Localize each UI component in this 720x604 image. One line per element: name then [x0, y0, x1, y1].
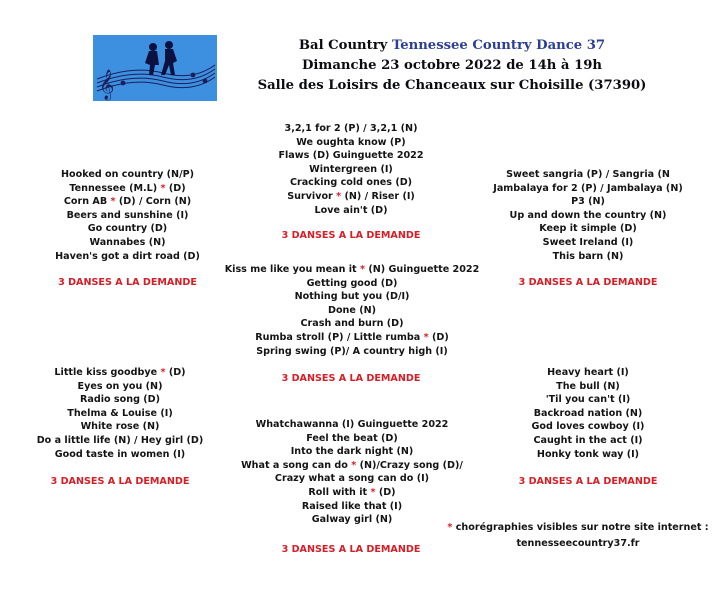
dance-entry — [10, 182, 245, 196]
dance-entry — [478, 250, 698, 264]
dance-entry-text: Up and down the country (N) — [509, 209, 667, 221]
dance-entry — [478, 366, 698, 380]
dance-entry — [226, 176, 476, 190]
asterisk-marker: * — [447, 522, 453, 533]
logo — [93, 35, 217, 101]
dance-entry — [210, 317, 494, 331]
dance-entry-text: (D) / Corn (N) — [115, 196, 192, 208]
dance-entry-text: (D) — [375, 486, 396, 498]
dance-entry-text: White rose (N) — [80, 421, 160, 433]
dance-entry — [218, 472, 486, 486]
dance-entry — [218, 486, 486, 500]
dance-entry — [478, 407, 698, 421]
dance-entry — [226, 122, 476, 136]
event-venue: Salle des Loisirs de Chanceaux sur Choisille (37390) — [257, 78, 647, 93]
dance-entry-text: What a song can do — [241, 459, 352, 471]
dance-entry — [210, 345, 494, 359]
dance-entry-text: P3 (N) — [571, 196, 605, 208]
dance-entry — [218, 459, 486, 473]
dance-entry-text: Crash and burn (D) — [300, 318, 404, 330]
dance-entry — [478, 393, 698, 407]
dance-entry — [210, 290, 494, 304]
dance-entry-text: Whatchawanna (I) Guinguette 2022 — [255, 419, 449, 430]
dance-entry-text: Beers and sunshine (I) — [66, 209, 189, 221]
dance-entry-text: We oughta know (P) — [296, 136, 406, 148]
dance-entry-text: Radio song (D) — [79, 394, 161, 406]
event-title — [232, 36, 672, 56]
dance-entry-text: (N)/Crazy song (D)/ — [356, 459, 463, 471]
dance-entry-text: Love ain't (D) — [314, 204, 388, 216]
request-label-right-top: 3 DANSES A LA DEMANDE — [518, 277, 658, 288]
dance-entry-text: Done (N) — [327, 304, 377, 316]
event-date: Dimanche 23 octobre 2022 de 14h à 19h — [301, 58, 603, 73]
dance-entry — [226, 136, 476, 150]
asterisk-marker: * — [336, 190, 342, 202]
dance-entry — [10, 366, 230, 380]
dance-entry — [218, 432, 486, 446]
dance-entry — [218, 500, 486, 514]
dance-entry-text: Crazy what a song can do (I) — [274, 473, 430, 485]
dance-entry-text: Corn AB — [63, 196, 111, 208]
dance-entry-text: 3,2,1 for 2 (P) / 3,2,1 (N) — [284, 123, 418, 134]
asterisk-marker: * — [370, 486, 376, 498]
dance-entry — [210, 304, 494, 318]
dance-entry — [478, 222, 698, 236]
dance-entry — [10, 434, 230, 448]
dance-entry-text: Tennessee (M.L) — [69, 182, 161, 194]
svg-text:𝄞: 𝄞 — [99, 70, 115, 100]
dance-entry — [10, 448, 230, 462]
dance-entry — [10, 250, 245, 264]
dance-entry-text: (D) — [428, 331, 449, 343]
dance-entry-text: The bull (N) — [556, 380, 620, 392]
dance-entry — [478, 168, 698, 182]
dance-entry-text: Flaws (D) Guinguette 2022 — [278, 150, 424, 162]
dance-entry-text: Sweet Ireland (I) — [542, 236, 634, 248]
dance-entry-text: Honky tonk way (I) — [536, 448, 640, 460]
website-note-line: chorégraphies visibles sur notre site internet : — [452, 522, 709, 533]
dance-entry-text: Survivor — [287, 190, 337, 202]
dance-entry-text: Roll with it — [308, 486, 371, 498]
dance-entry-text: Spring swing (P)/ A country high (I) — [256, 345, 448, 357]
asterisk-marker: * — [160, 367, 166, 378]
asterisk-marker: * — [423, 331, 429, 343]
dance-entry — [10, 168, 245, 182]
event-header — [232, 36, 672, 96]
dance-entry-text: Eyes on you (N) — [77, 380, 163, 392]
dance-entry-text: Do a little life (N) / Hey girl (D) — [36, 434, 204, 446]
dance-entry — [478, 236, 698, 250]
dance-entry-text: Little kiss goodbye — [54, 367, 161, 378]
dance-entry — [478, 380, 698, 394]
asterisk-marker: * — [160, 182, 166, 194]
dance-entry — [226, 163, 476, 177]
dance-list-left-top — [10, 168, 245, 263]
dance-entry-text: Go country (D) — [87, 223, 168, 235]
dance-entry-text: Wintergreen (I) — [309, 163, 393, 175]
dance-entry — [478, 434, 698, 448]
dance-entry-text: Galway girl (N) — [311, 514, 393, 526]
dance-entry-text: Raised like that (I) — [301, 500, 403, 512]
club-name: Tennessee Country Dance 37 — [391, 38, 606, 53]
dance-entry-text: Jambalaya for 2 (P) / Jambalaya (N) — [493, 182, 683, 194]
dance-entry-text: (N) / Riser (I) — [341, 190, 415, 202]
dance-entry-text: Sweet sangria (P) / Sangria (N — [506, 169, 670, 180]
dance-entry — [478, 209, 698, 223]
dance-entry-text: Backroad nation (N) — [533, 407, 643, 419]
request-label-left-bottom: 3 DANSES A LA DEMANDE — [50, 476, 190, 487]
dance-entry-text: This barn (N) — [552, 250, 624, 262]
dance-entry-text: Kiss me like you mean it — [224, 264, 360, 275]
dance-list-center-middle — [210, 263, 494, 358]
dance-entry — [226, 204, 476, 218]
dance-entry — [478, 182, 698, 196]
dance-entry — [218, 445, 486, 459]
dance-entry-text: Rumba stroll (P) / Little rumba — [255, 331, 424, 343]
dance-list-center-bottom — [218, 418, 486, 527]
dance-entry — [10, 222, 245, 236]
dance-entry-text: (D) — [165, 367, 186, 378]
dance-entry — [226, 149, 476, 163]
dance-entry-text: Into the dark night (N) — [290, 446, 414, 458]
request-label-center-middle: 3 DANSES A LA DEMANDE — [281, 373, 421, 384]
request-label-right-bottom: 3 DANSES A LA DEMANDE — [518, 476, 658, 487]
dance-entry-text: Nothing but you (D/I) — [294, 291, 410, 303]
dance-entry — [10, 407, 230, 421]
request-label-left-top: 3 DANSES A LA DEMANDE — [58, 277, 197, 288]
request-label-center-top: 3 DANSES A LA DEMANDE — [281, 230, 421, 241]
dance-list-left-bottom — [10, 366, 230, 461]
dance-list-right-top — [478, 168, 698, 263]
event-title-prefix: Bal Country — [298, 38, 392, 53]
dance-entry — [10, 393, 230, 407]
dance-entry-text: (D) — [165, 182, 186, 194]
dance-entry — [226, 190, 476, 204]
dance-entry-text: Hooked on country (N/P) — [61, 169, 194, 180]
dance-entry — [478, 448, 698, 462]
dance-entry — [210, 277, 494, 291]
dance-entry-text: Caught in the act (I) — [533, 434, 643, 446]
dance-entry-text: Good taste in women (I) — [54, 448, 186, 460]
request-label-center-bottom: 3 DANSES A LA DEMANDE — [281, 544, 421, 555]
asterisk-marker: * — [351, 459, 357, 471]
dance-entry-text: Feel the beat (D) — [306, 432, 398, 444]
dance-entry-text: (N) Guinguette 2022 — [365, 264, 480, 275]
dance-list-right-bottom — [478, 366, 698, 461]
dancers-logo-icon — [93, 35, 217, 101]
dance-list-center-top — [226, 122, 476, 217]
dance-entry — [210, 331, 494, 345]
dance-entry — [10, 209, 245, 223]
website-url: tennesseecountry37.fr — [516, 538, 640, 549]
dance-entry-text: Keep it simple (D) — [539, 223, 637, 235]
dance-entry-text: Getting good (D) — [306, 277, 398, 289]
dance-entry — [218, 418, 486, 432]
dance-entry-text: Cracking cold ones (D) — [289, 177, 413, 189]
dance-entry-text: God loves cowboy (I) — [531, 421, 645, 433]
website-note-text — [440, 520, 716, 536]
asterisk-marker: * — [359, 264, 366, 275]
dance-entry-text: Heavy heart (I) — [547, 367, 629, 378]
dance-entry — [10, 380, 230, 394]
website-note — [440, 520, 716, 552]
dance-entry — [10, 195, 245, 209]
dance-entry-text: Thelma & Louise (I) — [67, 407, 173, 419]
dance-entry — [478, 195, 698, 209]
dance-entry — [10, 420, 230, 434]
dance-entry — [478, 420, 698, 434]
dance-entry — [10, 236, 245, 250]
dance-entry-text: Wannabes (N) — [89, 236, 166, 248]
dance-entry — [210, 263, 494, 277]
asterisk-marker: * — [110, 196, 116, 208]
dance-entry-text: Haven's got a dirt road (D) — [55, 250, 200, 262]
dance-entry-text: 'Til you can't (I) — [545, 394, 631, 406]
